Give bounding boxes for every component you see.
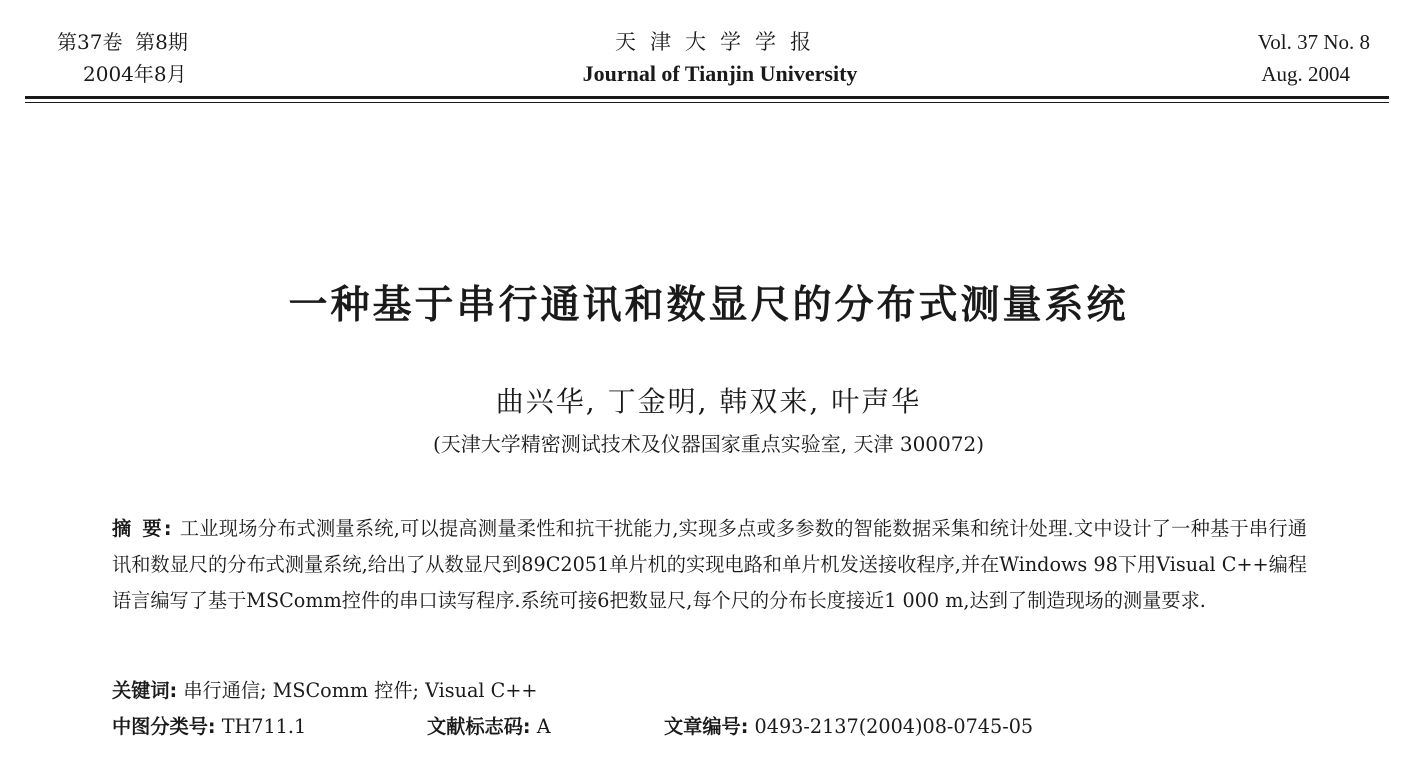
clc-group [112, 711, 427, 743]
article-no-group [664, 711, 1033, 743]
article-no-value: 0493-2137(2004)08-0745-05 [754, 715, 1034, 738]
keywords-value: 串行通信; MSComm 控件; Visual C++ [183, 679, 538, 702]
header-rule-thin [25, 102, 1389, 103]
article-title: 一种基于串行通讯和数显尺的分布式测量系统 [288, 283, 1129, 328]
keywords-line [112, 675, 538, 707]
journal-name-en: Journal of Tianjin University [582, 61, 858, 86]
journal-masthead [0, 26, 1417, 90]
doc-code-group [427, 711, 664, 743]
journal-name-cn: 天津大学学报 [615, 30, 825, 54]
keywords-label: 关键词: [112, 679, 178, 702]
clc-value: TH711.1 [221, 715, 307, 738]
header-right [1258, 26, 1370, 90]
abstract [112, 511, 1307, 619]
abstract-text: 工业现场分布式测量系统,可以提高测量柔性和抗干扰能力,实现多点或多参数的智能数据采集和统计处理.文中设计了一种基于串行通讯和数显尺的分布式测量系统,给出了从数显尺到89C2051单片机的实现电路和单片机发送接收程序,并在Windows 98下用Visual C++编程语言编写了基于MSComm控件的串口读写程序.系统可接6把数显尺,每个尺的分布长度接近1 000 m,达到了制造现场的测量要求. [112, 517, 1307, 612]
volume-number: Vol. 37 No. 8 [1257, 30, 1370, 54]
issue-number: 第37卷 第8期 [57, 30, 188, 54]
author-affiliation: (天津大学精密测试技术及仪器国家重点实验室, 天津 300072) [432, 432, 985, 456]
doc-code-value: A [536, 715, 551, 738]
header-rule-thick [25, 96, 1389, 99]
issue-date-en: Aug. 2004 [1261, 62, 1350, 86]
clc-label: 中图分类号: [112, 715, 216, 738]
classification-line [112, 711, 1307, 743]
article-no-label: 文章编号: [664, 715, 749, 738]
issue-date-cn: 2004年8月 [83, 62, 187, 86]
author-list: 曲兴华, 丁金明, 韩双来, 叶声华 [495, 385, 922, 418]
doc-code-label: 文献标志码: [427, 715, 531, 738]
abstract-label: 摘 要: [112, 517, 174, 540]
